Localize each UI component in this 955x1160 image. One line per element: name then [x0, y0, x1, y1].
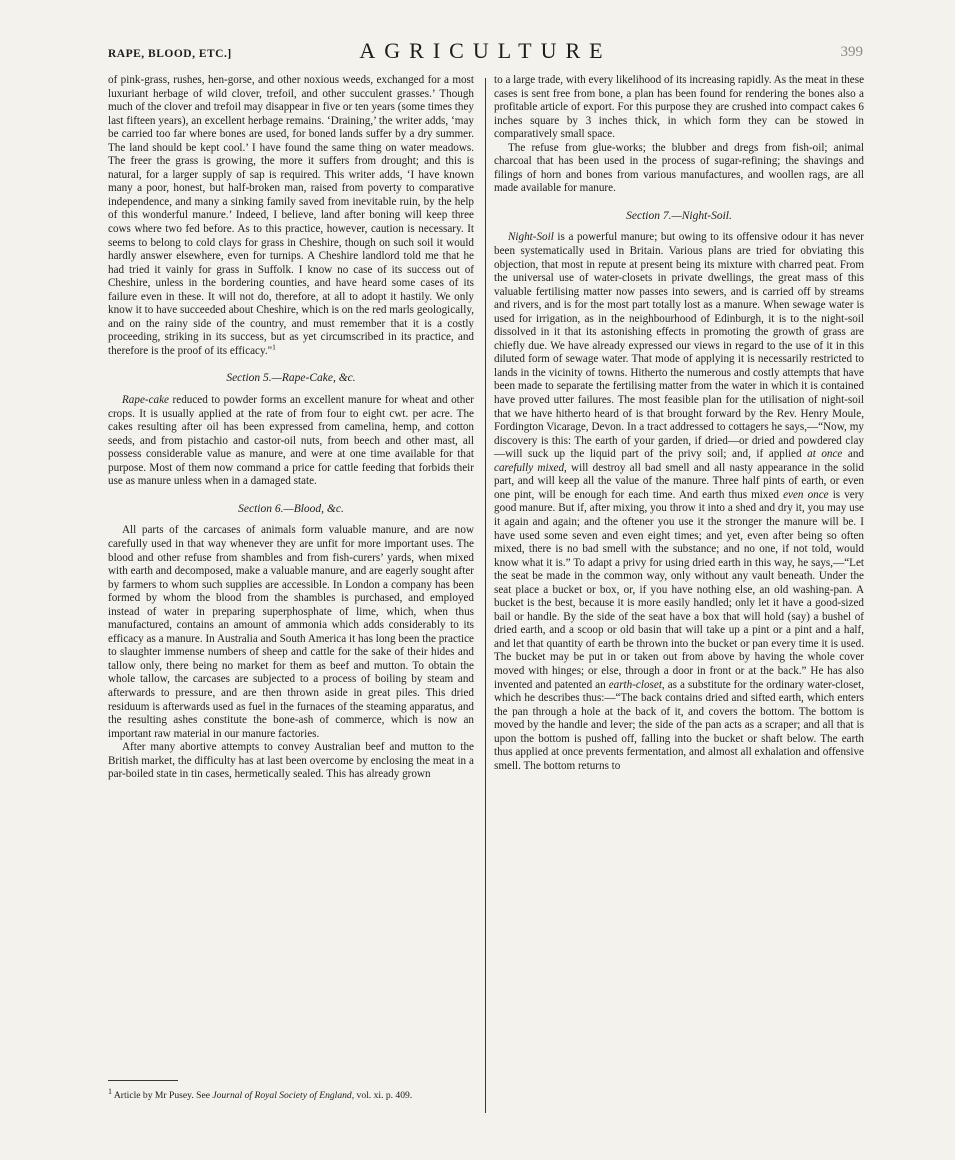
- page-number: 399: [840, 44, 863, 60]
- paragraph-night-soil: Night-Soil is a powerful manure; but owing to its offensive odour it has never been systematically used in Britain. Various plans are tried for obviating this objection, that most in repute at present being its mixture with charred peat. From the universal use of water-closets in private dwellings, the great mass of this valuable fertilising matter now passes into sewers, and is carried off by streams and rivers, and is for the most part totally lost as a manure. When sewage water is used for irrigation, as in the neighbourhood of Edinburgh, it is to the night-soil dissolved in it that its astonishing effects in promoting the growth of grass are chiefly due. We have already expressed our views in regard to the use of it in this diluted form of sewage water. That mode of applying it is necessarily restricted to lands in the vicinity of towns. Hitherto the numerous and costly attempts that have been made to separate the fertilising matter from the water in which it is contained have proved utter failures. The most feasible plan for the utilisation of night-soil that we have hitherto heard of is that brought forward by the Rev. Henry Moule, Fordington Vicarage, Devon. In a tract addressed to cottagers he says,—“Now, my discovery is this: The earth of your garden, if dried—or dried and powdered clay—will suck up the liquid part of the privy soil; and, if applied at once and carefully mixed, will destroy all bad smell and all nasty appearance in the solid part, and will keep all the value of the manure. Three half pints of earth, or even one pint, will be enough for each time. And earth thus mixed even once is very good manure. But if, after mixing, you throw it into a shed and dry it, you may use it again and again; and the oftener you use it the stronger the manure will be. I have used some seven and even eight times; and yet, even after being so often mixed, there is no bad smell with the substance; and no one, if not told, would know what it is.” To adapt a privy for using dried earth in this way, he says,—“Let the seat be made in the common way, only without any vault beneath. Under the seat place a bucket or box, or, if you have nothing else, an old washing-pan. A bucket is the best, because it is more easily handled; only let it have a good-sized bail or handle. By the side of the seat have a box that will hold (say) a bushel of dried earth, and a scoop or old basin that will take up a pint or a pint and a half, and let that quantity of earth be thrown into the bucket or pan every time it is used. The bucket may be put in or taken out from above by having the whole cover moved with hinges; or else, through a door in front or at the back.” He has also invented and patented an earth-closet, as a substitute for the ordinary water-closet, which he describes thus:—“The back contains dried and sifted earth, which enters the pan through a hole at the back of it, and covers the bottom. The bottom is moved by the handle and lever; the side of the pan acts as a scraper; and all that is upon the bottom is pushed off, falling into the bucket or shaft below. The earth thus applied at once prevents fermentation, and almost all exhalation and offensive smell. The bottom returns to: [494, 231, 865, 772]
- paragraph-refuse: The refuse from glue-works; the blubber and dregs from fish-oil; animal charcoal that has been used in the process of sugar-refining; the shavings and filings of horn and bones from various manufactures, and woollen rags, are all made available for manure.: [494, 141, 864, 195]
- footnote-journal: Journal of Royal Society of England,: [212, 1090, 355, 1102]
- paragraph-blood-2: After many abortive attempts to convey Australian beef and mutton to the British market, the difficulty has at last been overcome by enclosing the meat in a par-boiled state in tin cases, hermetically sealed. This has already grown: [108, 741, 474, 781]
- section-6-heading: Section 6.—Blood, &c.: [238, 502, 344, 515]
- paragraph-blood-1: All parts of the carcases of animals form valuable manure, and are now carefully used in that way whenever they are unfit for more important uses. The blood and other refuse from shambles and from fish-curers’ yards, when mixed with earth and decomposed, make a valuable manure, and are eagerly sought after by farmers to whom such supplies are accessible. In London a company has been formed by whom the blood from the shambles is purchased, and employed instead of water in preparing superphosphate of lime, which, when thus manufactured, contains an amount of ammonia which adds considerably to its efficacy as a manure. In Australia and South America it has long been the practice to slaughter immense numbers of sheep and cattle for the sake of their hides and tallow only, there being no market for them as beef and mutton. To obtain the whole tallow, the carcases are subjected to a process of boiling by steam and afterwards to pressure, and are then thrown aside in great piles. This dried residuum is afterwards used as fuel in the furnaces of the steaming apparatus, and the resulting ashes constitute the bone-ash of commerce, which is now an important raw material in our manure factories.: [108, 524, 474, 740]
- left-column: [108, 74, 474, 782]
- section-5-heading: Section 5.—Rape-Cake, &c.: [226, 372, 356, 385]
- footnote-divider: [108, 1080, 178, 1081]
- paragraph-intro: of pink-grass, rushes, hen-gorse, and other noxious weeds, exchanged for a most luxuriant herbage of wild clover, trefoil, and other succulent grasses.’ Though much of the clover and trefoil may disappear in five or ten years (some times they last fifteen years), an excellent herbage remains. ‘Draining,’ the writer adds, ‘may be carried too far where bones are used, for boned lands suffer by a dry summer. The land should be kept cool.’ I have found the same thing on water meadows. The freer the grass is growing, the more it suffers from drought; and this is natural, for a larger supply of sap is required. This writer adds, ‘I have known many a poor, honest, but half-broken man, raised from poverty to comparative independence, and many a sinking family saved from inevitable ruin, by the help of this wonderful manure.’ Indeed, I believe, land after boning will keep three cows where two fed before. As to this practice, however, caution is necessary. It seems to belong to cold clays for grass in Cheshire, though on such soil it would hardly answer elsewhere, even for turnips. A Cheshire landlord told me that he had tried it vainly for grass in Suffolk. I know no case of its success out of Cheshire, unless in the bordering counties, and have heard some cases of its failure even in these. It will not do, therefore, at all to adopt it hastily. We only know it to have succeeded about Cheshire, which is on the red marls geologically, and on the rainy side of the country, and must remember that it is a costly proceeding, striking in its success, but as yet circumscribed in its practice, and therefore is the proof of its efficacy."$^1$: [108, 74, 474, 357]
- footnote: $^1$ Article by Mr Pusey. See Journal of Royal Society of England, vol. xi. p. 409.: [108, 1087, 413, 1102]
- column-divider: [485, 78, 486, 1113]
- paragraph-rape-cake: Rape-cake reduced to powder forms an excellent manure for wheat and other crops. It is usually applied at the rate of from four to eight cwt. per acre. The cakes resulting after oil has been expressed from camelina, hemp, and cotton seeds, and from pistachio and castor-oil nuts, from beech and other mast, all possess considerable value as manure, and were at one time available for that purpose. Most of them now command a price for cattle feeding that forbids their use as manure unless when in a damaged state.: [108, 394, 474, 488]
- paragraph-trade: to a large trade, with every likelihood of its increasing rapidly. As the meat in these cases is sent free from bone, a plan has been found for rendering the bones also a profitable article of export. For this purpose they are crushed into compact cakes 6 inches square by 3 inches thick, in which form they can be stowed in comparatively small space.: [494, 74, 865, 141]
- footnote-marker: 1: [108, 1087, 112, 1096]
- running-head: [108, 38, 863, 72]
- footnote-ref: 1: [272, 342, 276, 352]
- running-head-section: RAPE, BLOOD, ETC.]: [108, 48, 232, 60]
- section-7-heading: Section 7.—Night-Soil.: [626, 209, 732, 222]
- right-column: [494, 74, 864, 773]
- page-title: AGRICULTURE: [359, 38, 612, 63]
